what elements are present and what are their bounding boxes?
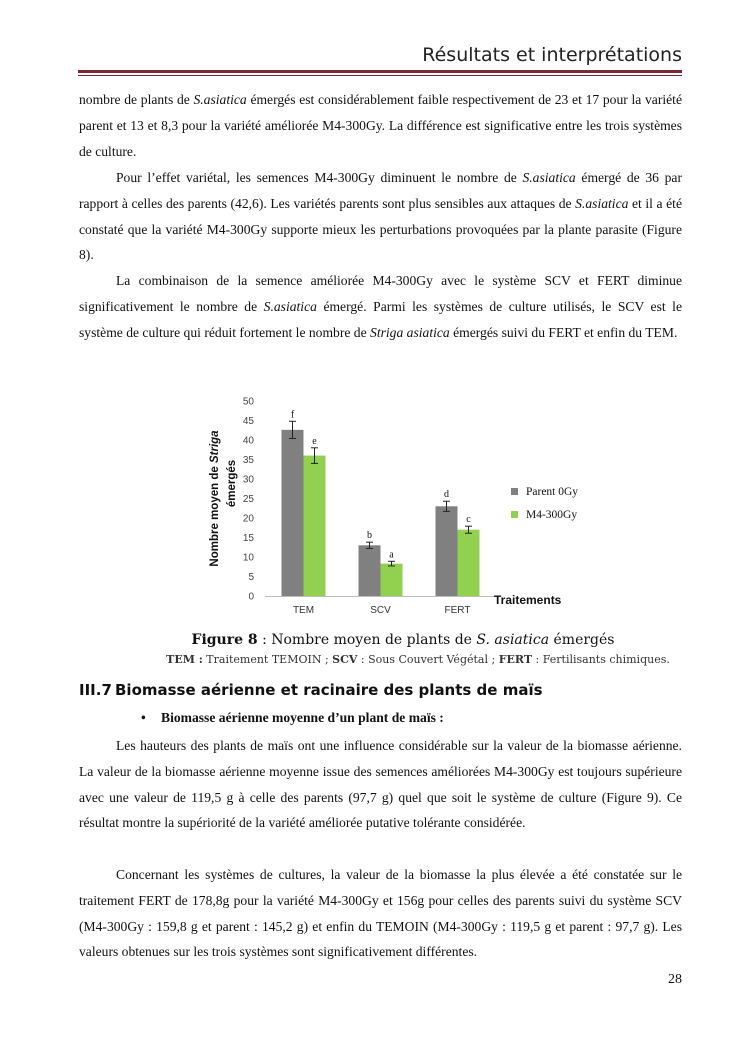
significance-letter: f bbox=[290, 409, 295, 421]
text-run: émergés est considérablement faible respectivement de 23 et 17 pour la variété parent et 13 et 8,3 pour la variété améliorée M4-300Gy. La différence est significative entre les trois systèmes de culture. bbox=[79, 92, 682, 159]
page-header-title: Résultats et interprétations bbox=[422, 44, 682, 66]
bar bbox=[381, 564, 403, 596]
section-title: Biomasse aérienne et racinaire des plants de maïs bbox=[115, 681, 543, 699]
header-rule-thick bbox=[78, 70, 682, 73]
species-name: Striga asiatica bbox=[370, 324, 450, 340]
text-run: émergés suivi du FERT et enfin du TEM. bbox=[449, 324, 678, 340]
page-number: 28 bbox=[668, 972, 682, 987]
x-tick-label: TEM bbox=[292, 605, 315, 616]
legend-label: M4-300Gy bbox=[526, 509, 578, 521]
caption-separator: : bbox=[257, 632, 272, 648]
abbr-value-tem: Traitement TEMOIN ; bbox=[202, 653, 333, 666]
header-rule-thin bbox=[78, 75, 682, 76]
abbr-key-scv: SCV bbox=[332, 653, 358, 666]
bar bbox=[436, 506, 458, 596]
legend-swatch bbox=[511, 511, 518, 518]
significance-letter: a bbox=[389, 549, 394, 561]
x-axis-title: Traitements bbox=[494, 593, 562, 607]
abbr-key-tem: TEM : bbox=[166, 653, 203, 666]
text-run: et il a été constaté que la variété M4-300Gy supporte mieux les perturbations provoquées par la plante parasite (Figure 8). bbox=[79, 195, 682, 263]
x-tick-label: FERT bbox=[444, 605, 471, 616]
y-axis-label-italic: Striga bbox=[209, 430, 221, 464]
y-tick-label: 30 bbox=[242, 474, 254, 486]
y-tick-label: 10 bbox=[242, 552, 254, 564]
text-run: émergé de 36 par rapport à celles des parents (42,6). Les variétés parents sont plus sensibles aux attaques de bbox=[79, 170, 682, 211]
species-name: S.asiatica bbox=[193, 92, 247, 107]
y-axis-label bbox=[209, 430, 221, 567]
y-tick-label: 0 bbox=[248, 591, 254, 603]
paragraph-1 bbox=[79, 87, 682, 164]
paragraph-4: Les hauteurs des plants de maïs ont une influence considérable sur la valeur de la biomasse aérienne. La valeur de la biomasse aérienne moyenne issue des semences améliorées M4-300Gy est toujours supérieure avec une valeur de 119,5 g à celle des parents (97,7 g) quel que soit le système de culture (Figure 9). Ce résultat montre la supériorité de la variété améliorée putative tolérante considérée. bbox=[79, 738, 682, 831]
text-run: Pour l’effet variétal, les semences M4-300Gy diminuent le nombre de bbox=[116, 170, 523, 185]
y-tick-label: 25 bbox=[242, 494, 254, 505]
section-heading bbox=[79, 681, 543, 699]
y-axis-label-line2: émergés bbox=[226, 459, 238, 508]
text-run: nombre de plants de bbox=[79, 92, 194, 107]
paragraph-5: Concernant les systèmes de cultures, la valeur de la biomasse la plus élevée a été constatée sur le traitement FERT de 178,8g pour la variété M4-300Gy et 156g pour celles des parents suivi du système SCV (M4-300Gy : 159,8 g et parent : 145,2 g) et enfin du TEMOIN (M4-300Gy : 119,5 g et parent : 97,7 g). Les valeurs obtenues sur les trois systèmes sont significativement différentes. bbox=[79, 867, 682, 960]
abbr-key-fert: FERT bbox=[498, 653, 533, 666]
bullet-symbol: • bbox=[141, 710, 146, 725]
figure-8-bar-chart bbox=[200, 388, 600, 618]
y-tick-label: 15 bbox=[242, 533, 254, 544]
legend-label: Parent 0Gy bbox=[526, 486, 579, 498]
x-tick-label: SCV bbox=[370, 605, 391, 616]
bar bbox=[359, 545, 381, 596]
figure-abbreviations-note bbox=[0, 653, 745, 666]
bullet-text: Biomasse aérienne moyenne d’un plant de maïs : bbox=[161, 710, 444, 725]
significance-letter: b bbox=[367, 530, 372, 542]
y-tick-label: 5 bbox=[248, 572, 254, 583]
species-name: S.asiatica bbox=[522, 170, 576, 185]
y-tick-label: 20 bbox=[242, 513, 254, 525]
y-tick-label: 35 bbox=[242, 455, 254, 466]
y-tick-label: 45 bbox=[242, 416, 254, 427]
species-name: S.asiatica bbox=[575, 195, 629, 211]
significance-letter: c bbox=[466, 514, 471, 526]
text-run: émergé. Parmi les systèmes de culture utilisés, le SCV est le système de culture qui réduit fortement le nombre de bbox=[79, 298, 682, 340]
paragraph-3 bbox=[79, 268, 682, 345]
caption-text-end: émergés bbox=[549, 632, 615, 648]
abbr-value-scv: : Sous Couvert Végétal ; bbox=[357, 653, 499, 666]
bar bbox=[304, 456, 326, 596]
text-run: La combinaison de la semence améliorée M4-300Gy avec le système SCV et FERT diminue significativement le nombre de bbox=[79, 273, 682, 314]
figure-caption bbox=[0, 632, 745, 648]
bullet-subheading bbox=[141, 710, 444, 726]
abbr-value-fert: : Fertilisants chimiques. bbox=[532, 653, 670, 666]
y-tick-label: 50 bbox=[242, 396, 254, 408]
y-axis-label-line1: Nombre moyen de bbox=[209, 463, 221, 567]
caption-text: Nombre moyen de plants de bbox=[271, 632, 477, 648]
significance-letter: e bbox=[312, 435, 317, 447]
section-number: III.7 bbox=[79, 681, 112, 699]
significance-letter: d bbox=[444, 489, 449, 501]
caption-species: S. asiatica bbox=[476, 632, 550, 648]
species-name: S.asiatica bbox=[263, 298, 317, 314]
bar bbox=[282, 430, 304, 596]
y-tick-label: 40 bbox=[242, 435, 254, 447]
caption-label: Figure 8 bbox=[191, 632, 258, 648]
paragraph-2 bbox=[79, 165, 682, 268]
bar bbox=[458, 530, 480, 596]
legend-swatch bbox=[511, 488, 518, 495]
